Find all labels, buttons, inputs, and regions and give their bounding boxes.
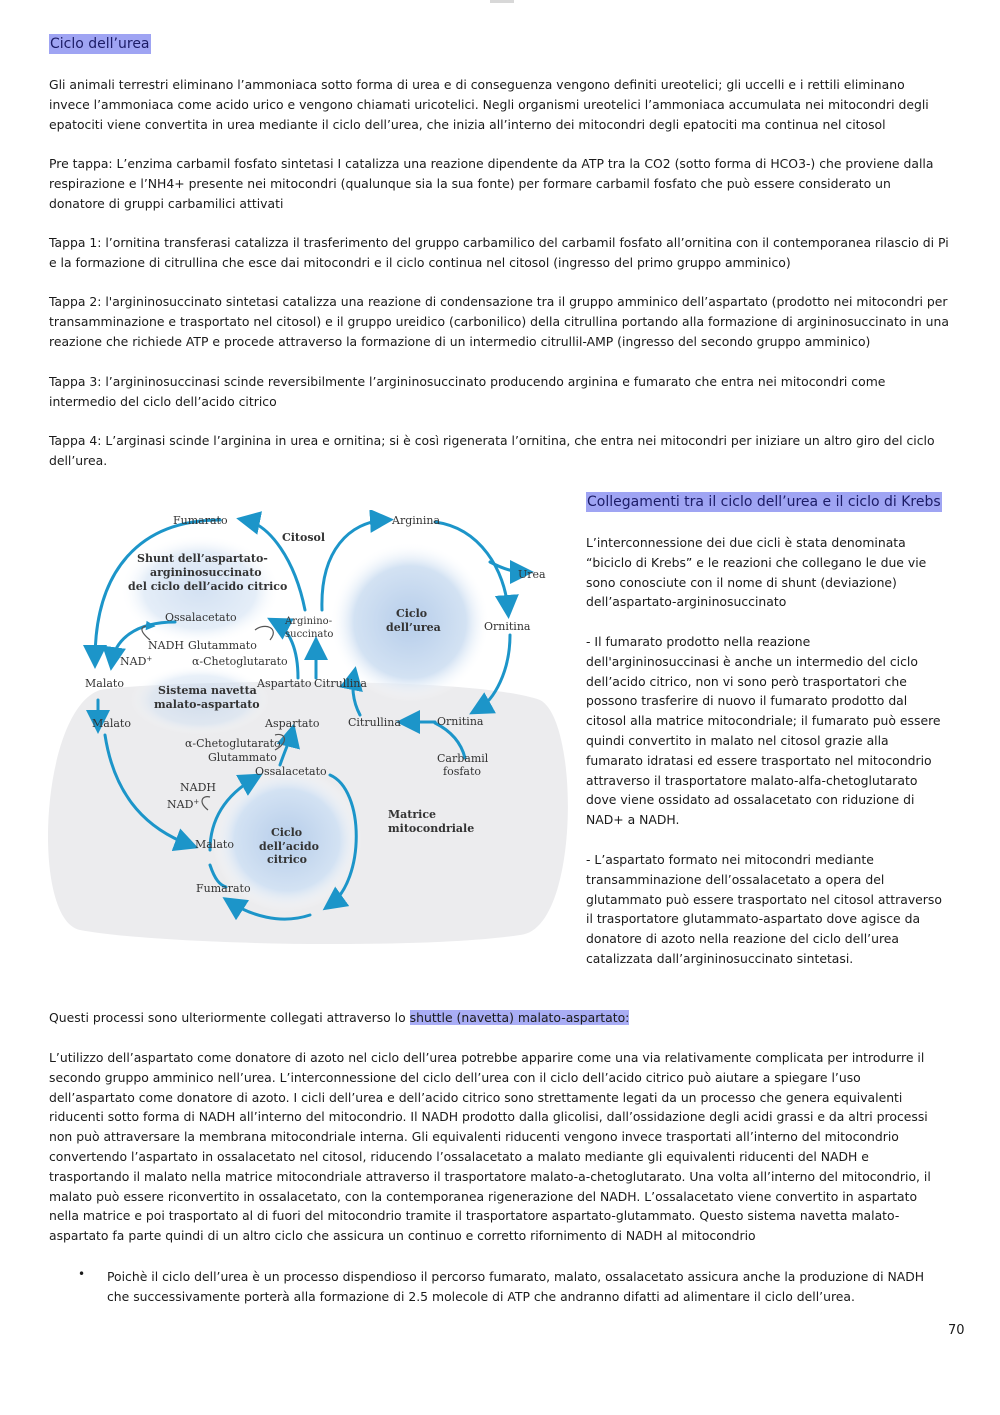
label-citrullina-mito: Citrullina xyxy=(348,716,401,729)
label-aspartato-mito: Aspartato xyxy=(265,717,320,730)
label-ciclo-urea-2: dell’urea xyxy=(386,621,441,634)
label-ornitina-top: Ornitina xyxy=(484,620,531,633)
label-malato-krebs: Malato xyxy=(195,838,234,851)
bullet-text: Poichè il ciclo dell’urea è un processo dispendioso il percorso fumarato, malato, ossalacetato assicura anche la produzione di NADH che successivamente porterà alla formazione di 2.5 molecole di ATP che andranno difatti ad alimentare il ciclo dell’urea. xyxy=(107,1269,925,1304)
label-ossalacetato-cyt: Ossalacetato xyxy=(165,611,237,624)
label-citosol: Citosol xyxy=(282,531,326,544)
label-nadh-mito: NADH xyxy=(180,781,216,794)
label-shunt-3: del ciclo dell’acido citrico xyxy=(128,580,288,593)
label-krebs-3: citrico xyxy=(267,853,307,866)
page-number: 70 xyxy=(948,1323,965,1338)
label-glutammato-cyt: Glutammato xyxy=(188,639,257,652)
paragraph-intro: Gli animali terrestri eliminano l’ammoniaca sotto forma di urea e di conseguenza vengono definiti ureotelici; gli uccelli e i rettili eliminano invece l’ammoniaca come acido urico e vengono chiamati uricotelici. Negli organismi ureotelici l’ammoniaca accumulata nei mitocondri degli epatociti viene convertita in urea mediante il ciclo dell’urea, che inizia all’interno dei mitocondri degli epatociti ma continua nel citosol xyxy=(49,77,929,132)
label-shunt-1: Shunt dell’aspartato- xyxy=(137,552,268,565)
krebs-section-title-text: Collegamenti tra il ciclo dell’urea e il ciclo di Krebs xyxy=(587,494,941,510)
label-navetta-2: malato-aspartato xyxy=(154,698,260,711)
paragraph-pre-step: Pre tappa: L’enzima carbamil fosfato sintetasi I catalizza una reazione dipendente da ATP tra la CO2 (sotto forma di HCO3-) che proviene dalla respirazione e l’NH4+ presente nei mitocondri (qualunque sia la sua fonte) per formare carbamil fosfato che può essere considerato un donatore di gruppi carbamilici attivati xyxy=(49,156,934,211)
label-chetoglutarato-mito: α-Chetoglutarato xyxy=(185,737,281,750)
label-shunt-2: argininosuccinato xyxy=(150,566,262,579)
label-argininosuccinato-1: Arginino- xyxy=(285,616,333,627)
label-argininosuccinato-2: succinato xyxy=(285,629,334,640)
pathway-diagram xyxy=(40,510,570,950)
label-chetoglutarato-cyt: α-Chetoglutarato xyxy=(192,655,288,668)
label-krebs-1: Ciclo xyxy=(271,826,303,839)
krebs-paragraph-1: L’interconnessione dei due cicli è stata denominata “biciclo di Krebs” e le reazioni che collegano le due vie sono conosciute con il nome di shunt (deviazione) dell’aspartato-argininosuccinato xyxy=(586,535,927,610)
urea-krebs-figure xyxy=(40,510,570,950)
paragraph-step-1: Tappa 1: l’ornitina transferasi catalizza il trasferimento del gruppo carbamilico del carbamil fosfato all’ornitina con il contemporanea rilascio di Pi e la formazione di citrullina che esce dai mitocondri e il ciclo continua nel citosol (ingresso del primo gruppo amminico) xyxy=(49,235,949,270)
label-carbamil-1: Carbamil xyxy=(437,752,489,765)
label-fumarato-krebs: Fumarato xyxy=(196,882,251,895)
cofactor-arc-glutammato xyxy=(255,626,273,640)
label-matrice-1: Matrice xyxy=(388,808,437,821)
label-nad-cyt: NAD+ xyxy=(120,655,153,668)
krebs-paragraph-3: - L’aspartato formato nei mitocondri mediante transamminazione dell’ossalacetato a opera del glutammato può essere trasportato nel citosol attraverso il trasportatore glutammato-aspartato dove agisce da donatore di azoto nella reazione del ciclo dell’urea catalizzata dall’argininosuccinato sintetasi. xyxy=(586,852,942,966)
paragraph-step-2: Tappa 2: l'argininosuccinato sintetasi catalizza una reazione di condensazione tra il gruppo amminico dell’aspartato (prodotto nei mitocondri per transamminazione e trasportato nel citosol) e il gruppo ureidico (carbonilico) della citrullina portando alla formazione di argininosuccinato in una reazione che richiede ATP e procede attraverso la formazione di un intermedio citrullil-AMP (ingresso del secondo gruppo amminico) xyxy=(49,294,949,349)
label-ciclo-urea-1: Ciclo xyxy=(396,607,428,620)
label-krebs-2: dell’acido xyxy=(259,840,319,853)
shuttle-paragraph: L’utilizzo dell’aspartato come donatore di azoto nel ciclo dell’urea potrebbe apparire come una via relativamente complicata per introdurre il secondo gruppo amminico nell’urea. L’interconnessione del ciclo dell’urea con il ciclo dell’acido citrico può aiutare a spiegare l’uso dell’aspartato come donatore di azoto. I cicli dell’urea e dell’acido citrico sono strettamente legati da un processo che genera equivalenti riducenti sotto forma di NADH all’interno del mitocondrio. Il NADH prodotto dalla glicolisi, dall’ossidazione degli acidi grassi e da altri processi non può attraversare la membrana mitocondriale interna. Gli equivalenti riducenti vengono invece trasportati all’interno del mitocondrio convertendo l’aspartato in ossalacetato nel citosol, riducendo l’ossalacetato a malato mediante gli equivalenti riducenti del NADH e trasportando il malato nella matrice mitocondriale attraverso il trasportatore malato-a-chetoglutarato. Una volta all’interno del mitocondrio, il malato può essere riconvertito in ossalacetato, con la contemporanea rigenerazione del NADH. L’ossalacetato viene convertito in aspartato nella matrice e poi trasportato al di fuori del mitocondrio tramite il trasportatore aspartato-glutammato. Questo sistema navetta malato-aspartato fa parte quindi di un altro ciclo che assicura un continuo e corretto rifornimento di NADH al mitocondrio xyxy=(49,1050,931,1244)
bullet-marker: • xyxy=(78,1267,86,1281)
label-nadh-cyt: NADH xyxy=(148,639,184,652)
label-aspartato-cyt: Aspartato xyxy=(257,677,312,690)
label-nad-mito: NAD+ xyxy=(167,798,200,811)
label-malato-mito: Malato xyxy=(92,717,131,730)
shuttle-intro-highlight: shuttle (navetta) malato-aspartato: xyxy=(409,1010,630,1025)
label-malato-cyt: Malato xyxy=(85,677,124,690)
krebs-paragraph-2: - Il fumarato prodotto nella reazione dell'argininosuccinasi è anche un intermedio del ciclo dell’acido citrico, non vi sono però trasportatori che possono trasferire di nuovo il fumarato prodotto dal citosol alla matrice mitocondriale; il fumarato può essere quindi convertito in malato nel citosol grazie alla fumarato idratasi ed essere trasportato nel mitocondrio attraverso il trasportatore malato-alfa-chetoglutarato dove viene ossidato ad ossalacetato con riduzione di NAD+ a NADH. xyxy=(586,634,941,828)
label-fumarato-top: Fumarato xyxy=(173,514,228,527)
shuttle-intro xyxy=(49,1008,949,1028)
krebs-section-title xyxy=(586,491,942,512)
paragraph-step-3: Tappa 3: l’argininosuccinasi scinde reversibilmente l’argininosuccinato producendo arginina e fumarato che entra nei mitocondri come intermedio del ciclo dell’acido citrico xyxy=(49,374,886,409)
label-carbamil-2: fosfato xyxy=(443,765,482,778)
label-ornitina-mito: Ornitina xyxy=(437,715,484,728)
label-navetta-1: Sistema navetta xyxy=(158,684,257,697)
shuttle-intro-prefix: Questi processi sono ulteriormente collegati attraverso lo xyxy=(49,1010,410,1025)
label-matrice-2: mitocondriale xyxy=(388,822,475,835)
paragraph-step-4: Tappa 4: L’arginasi scinde l’arginina in urea e ornitina; si è così rigenerata l’ornitina, che entra nei mitocondri per iniziare un altro giro del ciclo dell’urea. xyxy=(49,433,935,468)
label-arginina: Arginina xyxy=(392,514,441,527)
section-title xyxy=(49,33,151,54)
label-urea: Urea xyxy=(518,568,546,581)
section-title-text: Ciclo dell’urea xyxy=(50,36,150,52)
label-citrullina-cyt: Citrullina xyxy=(314,677,367,690)
label-ossalacetato-mito: Ossalacetato xyxy=(255,765,327,778)
header-mark xyxy=(490,0,514,3)
label-glutammato-mito: Glutammato xyxy=(208,751,277,764)
